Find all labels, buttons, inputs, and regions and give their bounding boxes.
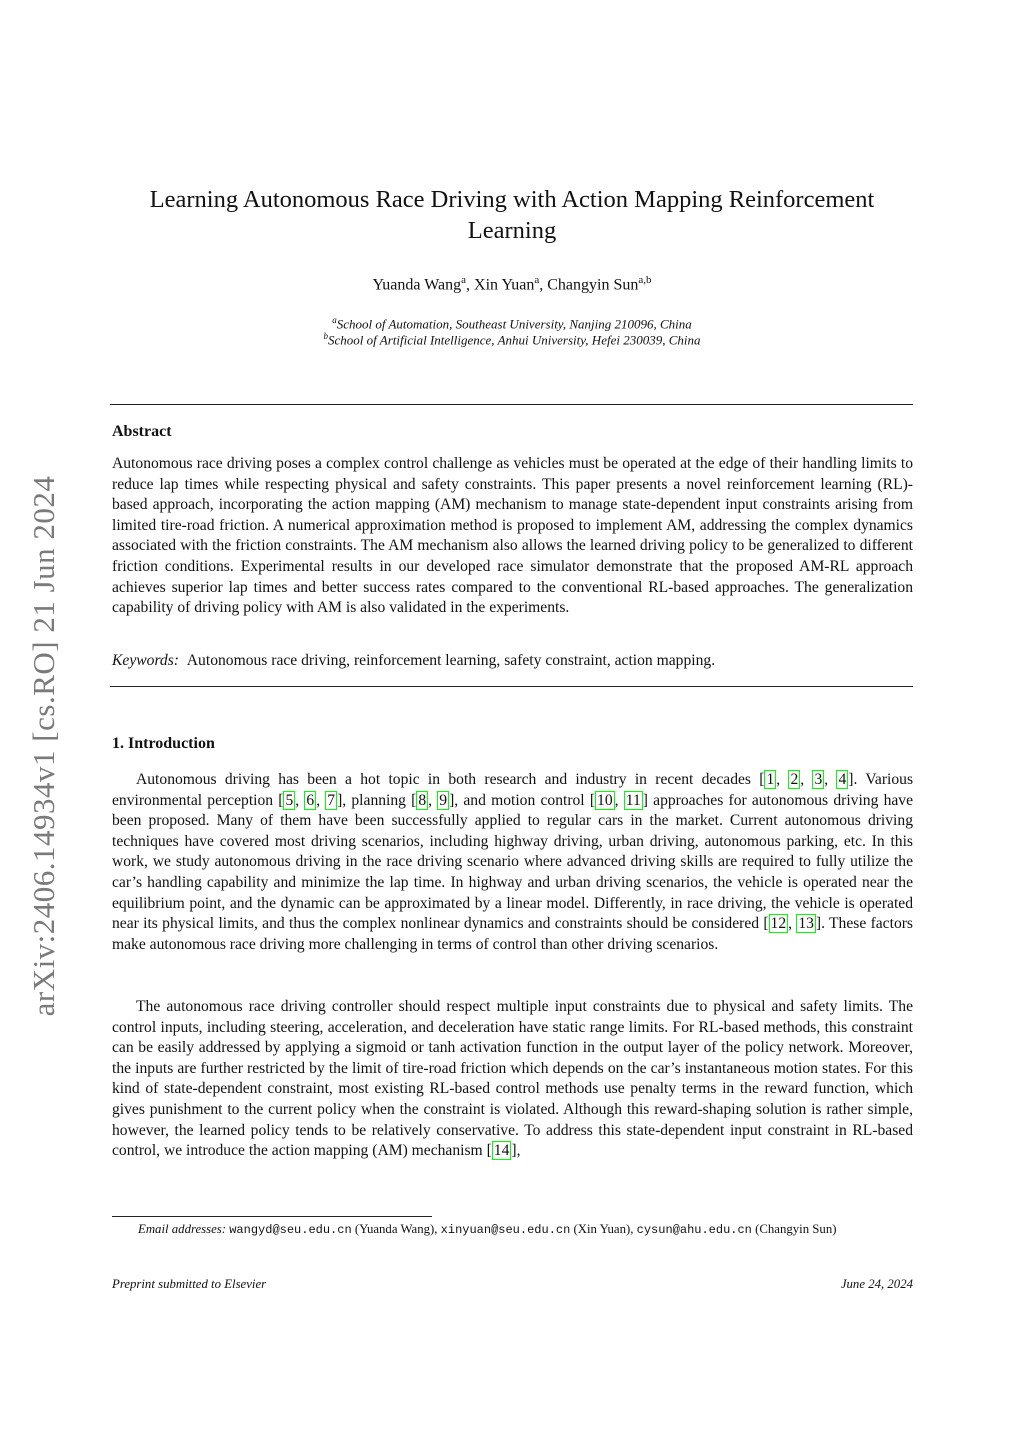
footnote-rule <box>112 1216 432 1217</box>
author-name: Yuanda Wang <box>372 276 462 294</box>
introduction-paragraph-1: Autonomous driving has been a hot topic in both research and industry in recent decades [ 1 , 2 , 3 , 4 ]. Various environmental perception [ 5 , 6 , 7 ], planning [ 8 , 9 ], and motion control [ 10 , 11 ] approaches for autonomous driving have been proposed. Many of them have been successfully applied to regular cars in the market. Current autonomous driving techniques have covered most driving scenarios, including highway driving, urban driving, autonomous parking, etc. In this work, we study autonomous driving in the race driving scenario where advanced driving skills are required to fully utilize the car’s handling capability and minimize the lap time. In highway and urban driving scenarios, the vehicle is operated near the equilibrium point, and the dynamic can be approximated by a linear model. Differently, in race driving, the vehicle is operated near its physical limits, and thus the complex nonlinear dynamics and constraints should be considered [ 12 , 13 ]. These factors make autonomous race driving more challenging in terms of control than other driving scenarios. <box>112 771 914 953</box>
introduction-paragraph-2: The autonomous race driving controller should respect multiple input constraints due to physical and safety limits. The control inputs, including steering, acceleration, and deceleration have static range limits. For RL-based methods, this constraint can be easily addressed by applying a sigmoid or tanh activation function in the output layer of the policy network. Moreover, the inputs are further restricted by the limit of tire-road friction which depends on the car’s instantaneous motion states. For this kind of state-dependent constraint, most existing RL-based control methods use penalty terms in the reward function, which gives punishment to the current policy when the constraint is violated. Although this reward-shaping solution is rather simple, however, the learned policy tends to be relatively conservative. To address this state-dependent input constraint in RL-based control, we introduce the action mapping (AM) mechanism [ 14 ], <box>112 998 913 1160</box>
keywords <box>112 651 913 672</box>
citation-link[interactable]: 4 <box>838 771 847 788</box>
paper-title: Learning Autonomous Race Driving with Action Mapping Reinforcement Learning <box>149 186 875 244</box>
author-name: Changyin Sun <box>547 276 639 294</box>
affiliation-b <box>112 328 912 348</box>
author-sup: a <box>461 274 467 286</box>
citation-link[interactable]: 10 <box>597 791 613 809</box>
abstract-top-rule <box>110 404 913 405</box>
abstract-text: Autonomous race driving poses a complex control challenge as vehicles must be operated at the edge of their handling limits to reduce lap times while respecting physical and safety constraints. This paper presents a novel reinforcement learning (RL)-based approach, incorporating the action mapping (AM) mechanism to manage state-dependent input constraints arising from limited tire-road friction. A numerical approximation method is proposed to implement AM, addressing the complex dynamics associated with the friction constraints. The AM mechanism also allows the learned driving policy to be generalized to different friction conditions. Experimental results in our developed race simulator demonstrate that the proposed AM-RL approach achieves superior lap times and better success rates compared to the conventional RL-based approaches. The generalization capability of driving policy with AM is also validated in the experiments. <box>112 455 913 617</box>
citation-link[interactable]: 7 <box>327 791 336 809</box>
keywords-text: Autonomous race driving, reinforcement learning, safety constraint, action mapping. <box>186 652 716 669</box>
email-link[interactable]: wangyd@seu.edu.cn <box>229 1223 352 1237</box>
citation-link[interactable]: 8 <box>418 791 427 809</box>
citation-link[interactable]: 2 <box>790 771 799 788</box>
abstract-heading: Abstract <box>112 423 172 440</box>
footnote-label: Email addresses: <box>138 1222 227 1236</box>
citation-link[interactable]: 11 <box>625 791 641 809</box>
email-link[interactable]: xinyuan@seu.edu.cn <box>440 1223 571 1237</box>
preprint-note: Preprint submitted to Elsevier <box>112 1277 267 1291</box>
abstract-bottom-rule <box>110 686 913 687</box>
citation-link[interactable]: 12 <box>770 915 787 933</box>
email-link[interactable]: cysun@ahu.edu.cn <box>636 1223 752 1237</box>
author-sup: a,b <box>638 274 652 286</box>
preprint-date: June 24, 2024 <box>840 1277 913 1291</box>
affiliation-sup: b <box>323 331 328 341</box>
affiliation-text: School of Artificial Intelligence, Anhui University, Hefei 230039, China <box>328 332 701 348</box>
citation-link[interactable]: 5 <box>285 791 294 809</box>
affiliation-sup: a <box>332 315 337 325</box>
citation-link[interactable]: 9 <box>439 791 448 809</box>
affiliation-text: School of Automation, Southeast University, Nanjing 210096, China <box>336 316 692 332</box>
arxiv-sidebar-stamp: arXiv:2406.14934v1 [cs.RO] 21 Jun 2024 <box>26 475 61 1017</box>
citation-link[interactable]: 13 <box>798 915 814 933</box>
author-sup: a <box>534 274 540 286</box>
citation-link[interactable]: 14 <box>493 1142 510 1160</box>
citation-link[interactable]: 1 <box>766 771 775 788</box>
author-name: Xin Yuan <box>474 276 535 294</box>
keywords-label: Keywords: <box>112 652 179 669</box>
footnote-emails: Email addresses: wangyd@seu.edu.cn (Yuanda Wang), xinyuan@seu.edu.cn (Xin Yuan), cysun@ahu.edu.cn (Changyin Sun) <box>138 1222 837 1237</box>
citation-link[interactable]: 6 <box>306 791 315 809</box>
author-list: Yuanda Wang$^a$, Xin Yuan$^a$, Changyin Sun$^{a,b}$ <box>372 274 652 294</box>
citation-link[interactable]: 3 <box>814 771 823 788</box>
introduction-heading: 1. Introduction <box>112 735 215 752</box>
